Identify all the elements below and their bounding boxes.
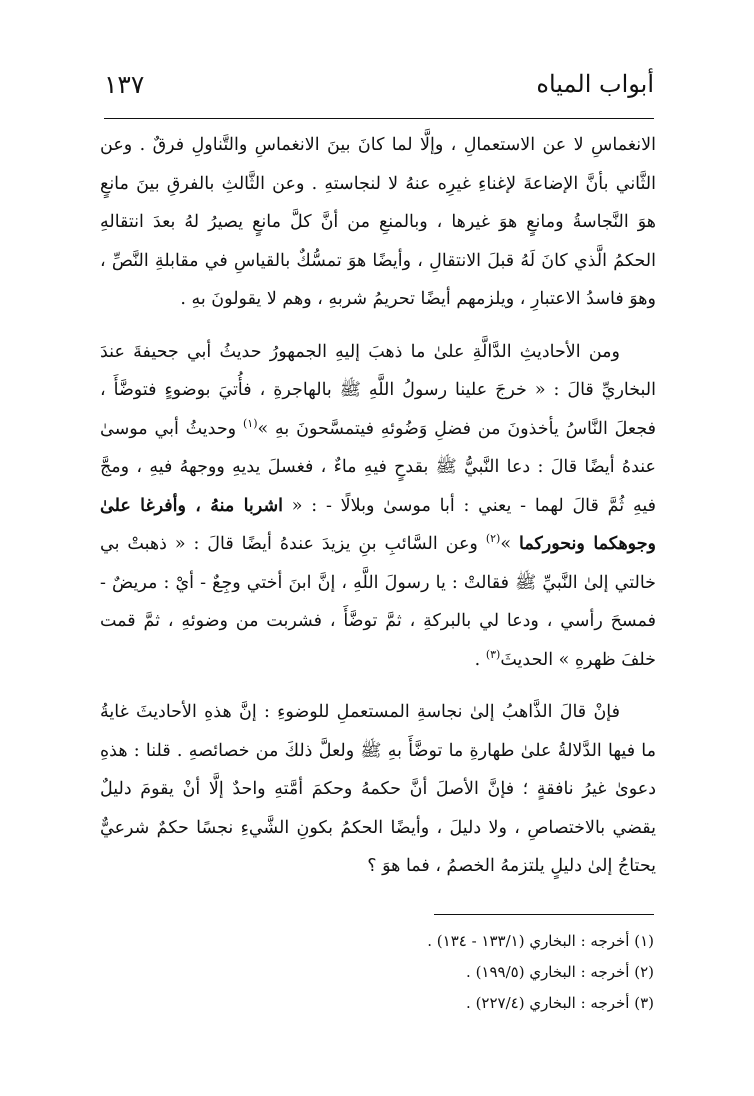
footnotes xyxy=(98,926,654,1019)
paragraph-1: الانغماسِ لا عن الاستعمالِ ، وإلَّا لما كانَ بينَ الانغماسِ والتَّناولِ فرقٌ . وعن الثَّاني بأنَّ الإضاعةَ لإغناءِ غيرِه عنهُ لا لنجاستهِ . وعن الثَّالثِ بالفرقِ بينَ مانعٍ هوَ النَّجاسةُ ومانعٍ هوَ غيرها ، وبالمنعِ من أنَّ كلَّ مانعٍ يصيرُ لهُ بعدَ انتقالهِ الحكمُ الَّذي كانَ لَهُ قبلَ الانتقالِ ، وأيضًا هوَ تمسُّكٌ بالقياسِ في مقابلةِ النَّصِّ ، وهوَ فاسدُ الاعتبارِ ، ويلزمهم أيضًا تحريمُ شربهِ ، وهم لا يقولونَ بهِ . xyxy=(100,135,656,309)
footnote-ref-2: (٢) xyxy=(485,532,501,546)
paragraph-2-part-a: ومن الأحاديثِ الدَّالَّةِ علىٰ ما ذهبَ إليهِ الجمهورُ حديثُ أبي جحيفةَ عندَ البخاريِّ قالَ : « خرجَ علينا رسولُ اللَّهِ ﷺ بالهاجرةِ ، فأُتيَ بوضوءٍ فتوضَّأَ ، فجعلَ النَّاسُ يأخذونَ من فضلِ وَضُوئهِ فيتمسَّحونَ بهِ » xyxy=(100,341,656,439)
page-number: ١٣٧ xyxy=(104,70,145,99)
footnote-ref-1: (١) xyxy=(242,416,258,430)
paragraph-2-part-e: . xyxy=(474,649,486,670)
footnote-1: (١) أخرجه : البخاري (١٣٣/١ - ١٣٤) . xyxy=(427,932,654,950)
main-text xyxy=(100,126,656,886)
hadith-quote-bold: اشربا منهُ ، وأفرغا علىٰ وجوهكما ونحوركما xyxy=(100,495,656,554)
paragraph-2-part-d: وعن السَّائبِ بنِ يزيدَ عندهُ أيضًا قالَ : « ذهبتْ بي خالتي إلىٰ النَّبيِّ ﷺ فقالتْ : يا رسولَ اللَّهِ ، إنَّ ابنَ أختي وجِعٌ - أيْ : مريضٌ - فمسحَ رأسي ، ودعا لي بالبركةِ ، ثمَّ توضَّأَ ، فشربت من وضوئهِ ، ثمَّ قمت خلفَ ظهرهِ » الحديثَ xyxy=(100,534,656,670)
paragraph-2 xyxy=(100,333,656,680)
paragraph-2-part-b: وحديثُ أبي موسىٰ عندهُ أيضًا قالَ : دعا النَّبيُّ ﷺ بقدحٍ فيهِ ماءٌ ، فغسلَ يديهِ ووجههُ فيهِ ، ومجَّ فيهِ ثُمَّ قالَ لهما - يعني : أبا موسىٰ وبلالًا - : « xyxy=(100,418,656,516)
paragraph-3: فإنْ قالَ الذَّاهبُ إلىٰ نجاسةِ المستعملِ للوضوءِ : إنَّ هذهِ الأحاديثَ غايةُ ما فيها الدَّلالةُ علىٰ طهارةِ ما توضَّأَ بهِ ﷺ ولعلَّ ذلكَ من خصائصهِ . قلنا : هذهِ دعوىٰ غيرُ نافقةٍ ؛ فإنَّ الأصلَ أنَّ حكمهُ وحكمَ أمَّتهِ واحدٌ إلَّا أنْ يقومَ دليلٌ يقضي بالاختصاصِ ، ولا دليلَ ، وأيضًا الحكمُ بكونِ الشَّيءِ نجسًا حكمٌ شرعيٌّ يحتاجُ إلىٰ دليلٍ يلتزمهُ الخصمُ ، فما هوَ ؟ xyxy=(100,702,656,876)
footnote-divider xyxy=(434,914,654,915)
footnote-3: (٣) أخرجه : البخاري (٢٢٧/٤) . xyxy=(466,994,654,1012)
running-header xyxy=(104,70,654,112)
footnote-ref-3: (٣) xyxy=(485,647,501,661)
paragraph-2-part-c: » xyxy=(500,534,519,554)
footnote-2: (٢) أخرجه : البخاري (١٩٩/٥) . xyxy=(466,963,654,981)
header-divider xyxy=(104,118,654,119)
header-title: أبواب المياه xyxy=(536,70,654,98)
